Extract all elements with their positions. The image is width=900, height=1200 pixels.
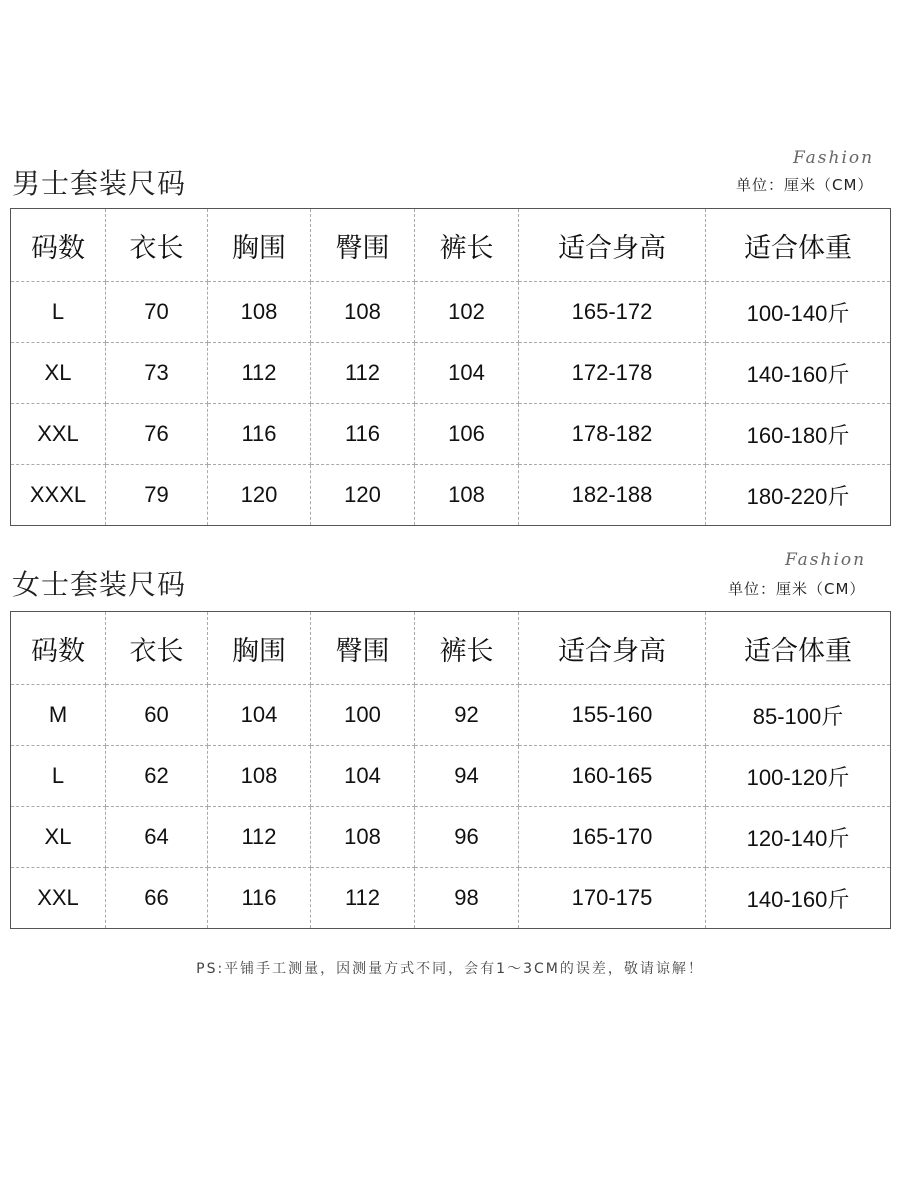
table-cell: 172-178	[519, 343, 706, 404]
table-cell: 102	[415, 282, 519, 343]
table-cell: 106	[415, 404, 519, 465]
women-brand-logo: Fashion	[785, 550, 867, 570]
table-cell: 140-160斤	[706, 343, 891, 404]
header-cell: 裤长	[415, 612, 519, 685]
header-cell: 胸围	[208, 209, 311, 282]
table-cell: 112	[311, 868, 415, 929]
table-cell: 94	[415, 746, 519, 807]
table-cell: 170-175	[519, 868, 706, 929]
header-cell: 适合身高	[519, 612, 706, 685]
table-cell: 104	[208, 685, 311, 746]
table-row	[11, 746, 891, 807]
women-size-table	[10, 611, 891, 929]
header-cell: 裤长	[415, 209, 519, 282]
table-cell: 100	[311, 685, 415, 746]
table-cell: 62	[106, 746, 208, 807]
table-cell: 160-180斤	[706, 404, 891, 465]
table-header-row	[11, 209, 891, 282]
table-row	[11, 465, 891, 526]
table-row	[11, 868, 891, 929]
size-cell: XXL	[11, 404, 106, 465]
header-cell: 适合体重	[706, 209, 891, 282]
measurement-note: PS:平铺手工测量，因测量方式不同，会有1～3CM的误差，敬请谅解！	[196, 961, 704, 977]
table-cell: 112	[208, 343, 311, 404]
size-cell: XXXL	[11, 465, 106, 526]
table-cell: 70	[106, 282, 208, 343]
table-row	[11, 404, 891, 465]
women-unit-label: 单位：厘米（CM）	[728, 580, 866, 598]
table-cell: 79	[106, 465, 208, 526]
table-cell: 85-100斤	[706, 685, 891, 746]
table-cell: 180-220斤	[746, 483, 850, 509]
table-row	[11, 685, 891, 746]
table-cell: 60	[106, 685, 208, 746]
table-cell: 92	[415, 685, 519, 746]
men-size-table	[10, 208, 891, 526]
header-cell: 码数	[11, 612, 106, 685]
table-cell: 120	[208, 465, 311, 526]
table-cell: 120	[311, 465, 415, 526]
table-cell: 98	[415, 868, 519, 929]
table-cell: 100-120斤	[706, 746, 891, 807]
table-cell: 108	[208, 282, 311, 343]
header-cell: 衣长	[106, 612, 208, 685]
table-cell: 155-160	[519, 685, 706, 746]
table-cell: 182-188	[519, 465, 706, 526]
table-cell: 108	[311, 282, 415, 343]
table-cell: 96	[415, 807, 519, 868]
table-cell: 178-182	[519, 404, 706, 465]
table-cell: 112	[311, 343, 415, 404]
size-cell: XL	[11, 807, 106, 868]
table-cell: 165-170	[519, 807, 706, 868]
header-cell: 码数	[11, 209, 106, 282]
header-cell: 适合身高	[519, 209, 706, 282]
header-cell: 胸围	[208, 612, 311, 685]
table-row	[11, 343, 891, 404]
table-cell: 116	[208, 404, 311, 465]
table-cell: 165-172	[519, 282, 706, 343]
size-cell: L	[11, 282, 106, 343]
table-cell: 120-140斤	[706, 807, 891, 868]
table-cell: 64	[106, 807, 208, 868]
table-cell: 73	[106, 343, 208, 404]
men-unit-label: 单位：厘米（CM）	[736, 176, 874, 194]
size-cell: XXL	[11, 868, 106, 929]
table-cell: 108	[208, 746, 311, 807]
table-cell: 160-165	[519, 746, 706, 807]
women-section-title: 女士套装尺码	[12, 568, 187, 601]
men-section-title: 男士套装尺码	[12, 167, 187, 200]
table-cell: 116	[208, 868, 311, 929]
table-cell: 66	[106, 868, 208, 929]
table-row	[11, 807, 891, 868]
men-brand-logo: Fashion	[793, 148, 875, 168]
size-cell: M	[11, 685, 106, 746]
header-cell: 臀围	[311, 612, 415, 685]
table-cell: 108	[415, 465, 519, 526]
header-cell: 适合体重	[706, 612, 891, 685]
table-header-row	[11, 612, 891, 685]
table-cell: 140-160斤	[746, 886, 850, 912]
table-cell: 76	[106, 404, 208, 465]
size-cell: L	[11, 746, 106, 807]
table-cell: 108	[311, 807, 415, 868]
header-cell: 臀围	[311, 209, 415, 282]
header-cell: 衣长	[106, 209, 208, 282]
size-cell: XL	[11, 343, 106, 404]
table-cell: 112	[208, 807, 311, 868]
table-cell: 100-140斤	[706, 282, 891, 343]
table-cell: 116	[311, 404, 415, 465]
table-cell: 104	[311, 746, 415, 807]
table-cell: 104	[415, 343, 519, 404]
table-row	[11, 282, 891, 343]
